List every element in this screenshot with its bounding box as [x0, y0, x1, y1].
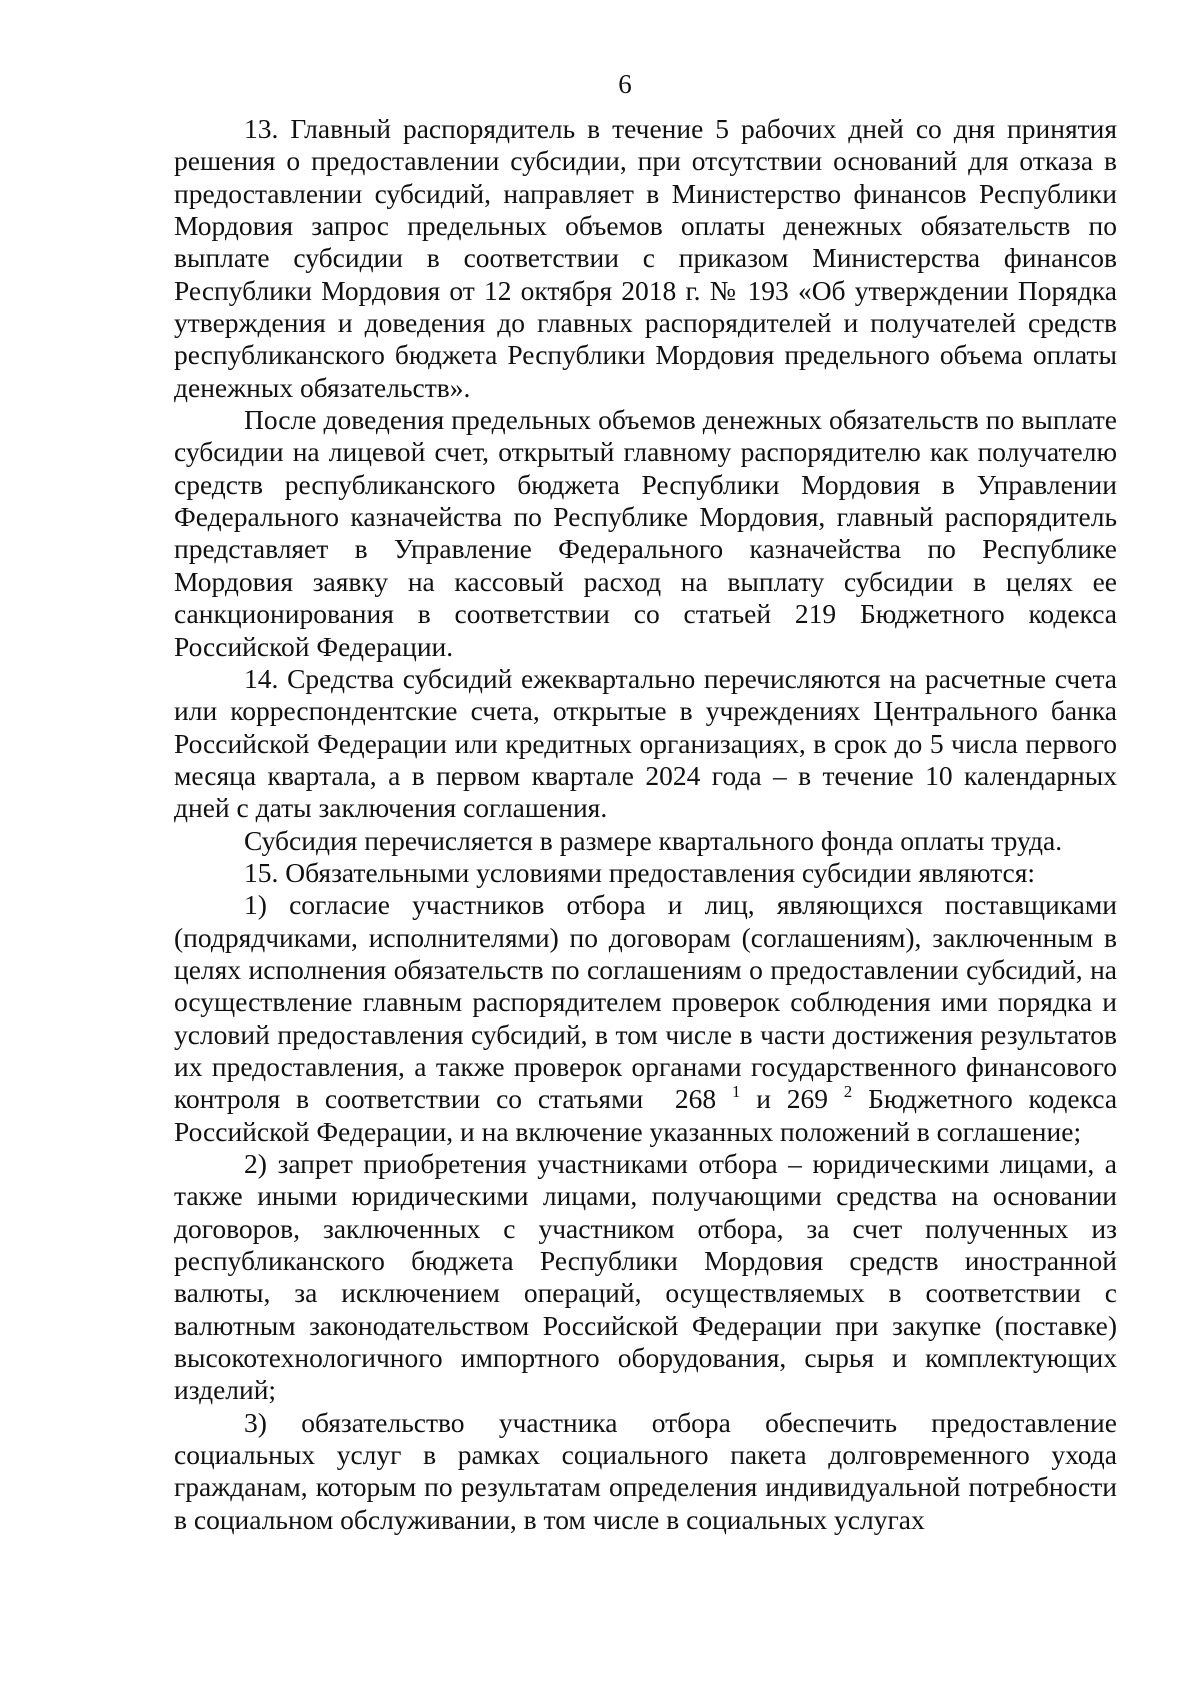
paragraph-15-heading: 15. Обязательными условиями предоставления субсидии являются: — [244, 856, 1036, 888]
item-1-text: 1) согласие участников отбора и лиц, являющихся поставщиками (подрядчиками, исполнителями) по договорам (соглашениям), заключенным в целях исполнения обязательств по соглашениям о предоставлении субсидий, на осуществление главным распорядителем проверок соблюдения ими порядка и условий предоставления субсидий, в том числе в части достижения результатов их предоставления, а также проверок органами государственного финансового контроля в соответствии со статьями — [174, 889, 1117, 1115]
document-body — [174, 113, 1117, 1536]
paragraph-15-item-3: 3) обязательство участника отбора обеспечить предоставление социальных услуг в рамках социального пакета долговременного ухода гражданам, которым по результатам определения индивидуальной потребности в социальном обслуживании, в том числе в социальных услугах — [174, 1406, 1117, 1535]
page-number: 6 — [618, 69, 632, 99]
budget-code-article-268: 268 $^1$ — [674, 1082, 741, 1115]
item-1-text-end: Бюджетного кодекса Российской Федерации, и на включение указанных положений в соглашение; — [174, 1083, 1118, 1147]
paragraph-14-subsidy-amount: Субсидия перечисляется в размере квартального фонда оплаты труда. — [244, 824, 1063, 856]
paragraph-15-item-1 — [174, 889, 1117, 1148]
paragraph-15-item-2: 2) запрет приобретения участниками отбора – юридическими лицами, а также иными юридическими лицами, получающими средства на основании договоров, заключенных с участником отбора, за счет полученных из республиканского бюджета Республики Мордовия средств иностранной валюты, за исключением операций, осуществляемых в соответствии с валютным законодательством Российской Федерации при закупке (поставке) высокотехнологичного импортного оборудования, сырья и комплектующих изделий; — [174, 1148, 1117, 1406]
paragraph-14: 14. Средства субсидий ежеквартально перечисляются на расчетные счета или корреспондентские счета, открытые в учреждениях Центрального банка Российской Федерации или кредитных организациях, в срок до 5 числа первого месяца квартала, а в первом квартале 2024 года – в течение 10 календарных дней с даты заключения соглашения. — [174, 662, 1117, 824]
budget-code-article-269: 269 $^2$ — [786, 1082, 853, 1115]
paragraph-13-continued: После доведения предельных объемов денежных обязательств по выплате субсидии на лицевой счет, открытый главному распорядителю как получателю средств республиканского бюджета Республики Мордовия в Управлении Федерального казначейства по Республике Мордовия, главный распорядитель представляет в Управление Федерального казначейства по Республике Мордовия заявку на кассовый расход на выплату субсидии в целях ее санкционирования в соответствии со статьей 219 Бюджетного кодекса Российской Федерации. — [174, 404, 1117, 662]
paragraph-13: 13. Главный распорядитель в течение 5 рабочих дней со дня принятия решения о предоставлении субсидии, при отсутствии оснований для отказа в предоставлении субсидий, направляет в Министерство финансов Республики Мордовия запрос предельных объемов оплаты денежных обязательств по выплате субсидии в соответствии с приказом Министерства финансов Республики Мордовия от 12 октября 2018 г. № 193 «Об утверждении Порядка утверждения и доведения до главных распорядителей и получателей средств республиканского бюджета Республики Мордовия предельного объема оплаты денежных обязательств». — [174, 113, 1117, 403]
item-1-conjunction: и — [756, 1083, 771, 1115]
